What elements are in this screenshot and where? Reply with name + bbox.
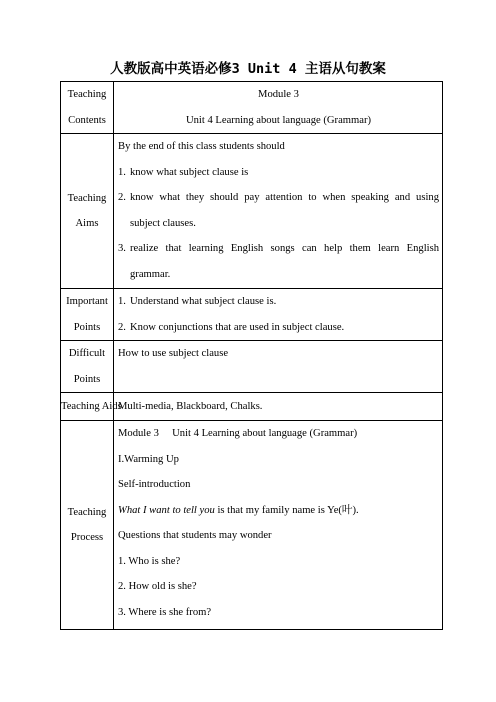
aims-item xyxy=(118,185,439,236)
item-number: 3. xyxy=(118,243,126,254)
item-text: Understand what subject clause is. xyxy=(130,296,277,307)
aids-text: Multi-media, Blackboard, Chalks. xyxy=(118,400,263,412)
label-line: Teaching xyxy=(67,506,107,518)
row-difficult-points xyxy=(61,341,443,393)
item-number: 1. xyxy=(118,296,126,307)
aims-item xyxy=(118,236,439,287)
label-line: Teaching Aids xyxy=(61,400,122,412)
label-line: Teaching xyxy=(67,192,107,204)
label-line: Teaching xyxy=(67,89,107,100)
important-item xyxy=(118,289,439,315)
label-line: Important xyxy=(66,296,108,307)
label-line: Process xyxy=(70,532,104,543)
item-number: 2. xyxy=(118,192,126,203)
contents-unit: Unit 4 Learning about language (Grammar) xyxy=(185,114,372,126)
contents-module: Module 3 xyxy=(258,89,299,100)
sentence-rest: is that my family name is Ye(叶). xyxy=(214,504,359,516)
label-important-points xyxy=(61,289,114,341)
item-number: 2. xyxy=(118,321,126,333)
label-line: Points xyxy=(73,321,101,333)
row-teaching-aims xyxy=(61,134,443,289)
cell-difficult-points xyxy=(114,341,443,393)
label-line: Contents xyxy=(68,114,106,126)
row-teaching-contents xyxy=(61,82,443,134)
item-text: know what they should pay attention to when speaking and using subject clauses. xyxy=(130,192,439,229)
difficult-text: How to use subject clause xyxy=(118,348,229,359)
process-heading: Module 3 Unit 4 Learning about language (Grammar) xyxy=(118,428,358,439)
document-title: 人教版高中英语必修3 Unit 4 主语从句教案 xyxy=(110,61,386,77)
item-text: Know conjunctions that are used in subject clause. xyxy=(130,321,345,333)
label-line: Aims xyxy=(75,218,99,229)
cell-teaching-aids xyxy=(114,393,443,421)
label-teaching-process xyxy=(61,421,114,630)
aims-intro: By the end of this class students should xyxy=(118,141,285,152)
cell-important-points xyxy=(114,289,443,341)
aims-item xyxy=(118,160,439,186)
label-teaching-contents xyxy=(61,82,114,134)
question-item: 3. Where is she from? xyxy=(118,606,212,618)
label-teaching-aims xyxy=(61,134,114,289)
question-item: 1. Who is she? xyxy=(118,555,181,567)
questions-intro: Questions that students may wonder xyxy=(118,530,272,541)
process-sentence xyxy=(118,498,439,524)
cell-teaching-process xyxy=(114,421,443,630)
row-teaching-aids xyxy=(61,393,443,421)
important-list xyxy=(118,289,439,340)
process-section: I.Warming Up xyxy=(118,453,179,465)
sentence-italic: What I want to tell you xyxy=(118,504,215,516)
row-teaching-process xyxy=(61,421,443,630)
label-difficult-points xyxy=(61,341,114,393)
item-number: 1. xyxy=(118,166,126,178)
row-important-points xyxy=(61,289,443,341)
question-item: 2. How old is she? xyxy=(118,581,197,592)
lesson-plan-table xyxy=(60,81,443,630)
cell-teaching-contents xyxy=(114,82,443,134)
aims-list xyxy=(118,160,439,288)
item-text: realize that learning English songs can help them learn English grammar. xyxy=(130,243,439,280)
item-text: know what subject clause is xyxy=(130,166,249,178)
label-line: Points xyxy=(73,373,101,385)
label-line: Difficult xyxy=(68,348,106,359)
label-teaching-aids xyxy=(61,393,122,421)
important-item xyxy=(118,315,439,341)
cell-teaching-aims xyxy=(114,134,443,289)
process-subsection: Self-introduction xyxy=(118,479,191,490)
